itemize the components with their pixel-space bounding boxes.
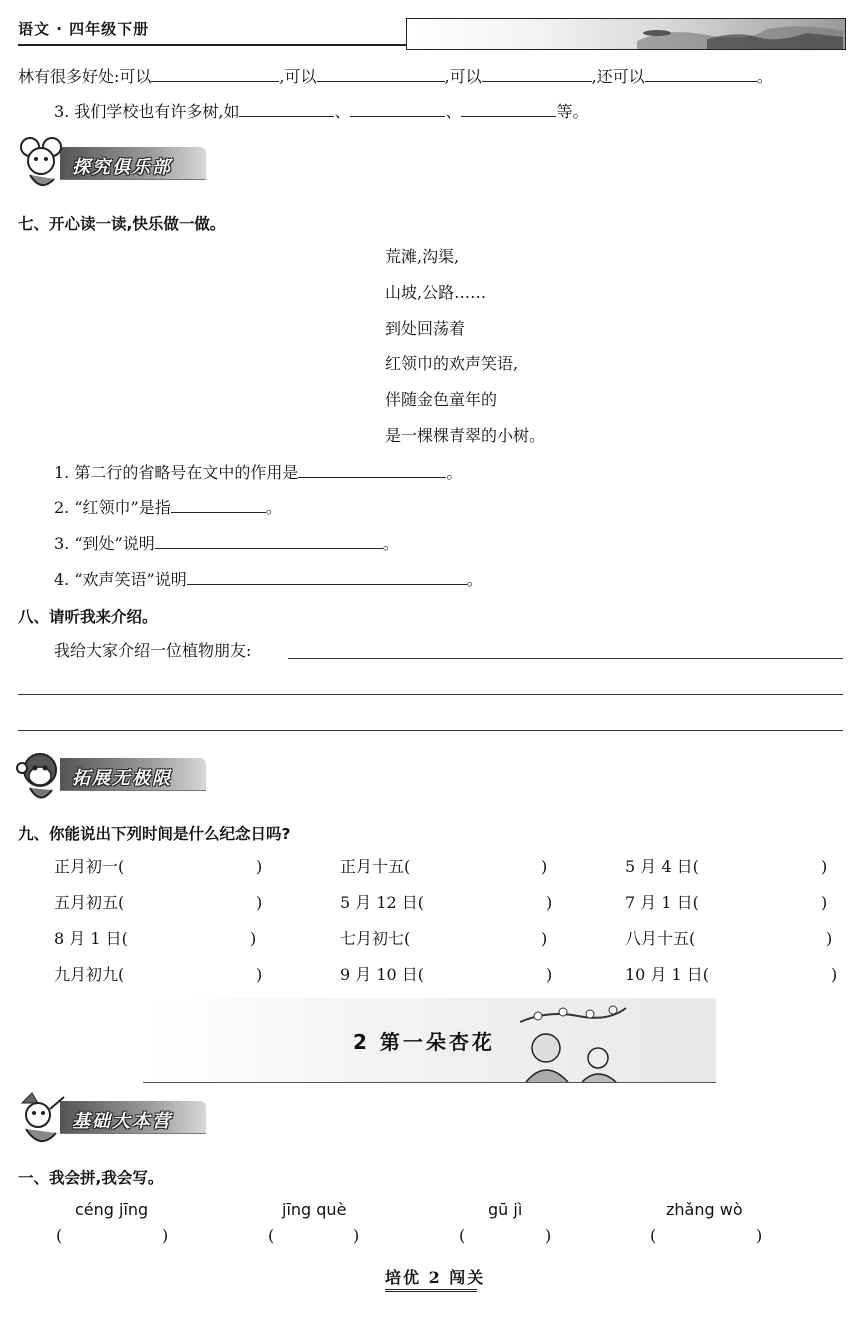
date-item: 5 月 12 日( — [340, 893, 425, 912]
date-item: 5 月 4 日( — [625, 857, 699, 876]
date-close: ) — [821, 857, 828, 876]
section-1-heading: 一、我会拼,我会写。 — [18, 1169, 164, 1187]
blank-field[interactable] — [155, 533, 383, 549]
ink-landscape-icon — [407, 19, 845, 49]
footer-rule — [385, 1289, 477, 1295]
page-footer: 培优 2 闯关 — [385, 1268, 486, 1287]
poem-line: 山坡,公路…… — [385, 283, 487, 302]
pinyin-item: céng jīng — [75, 1200, 149, 1219]
date-close: ) — [541, 929, 548, 948]
section-7-heading: 七、开心读一读,快乐做一做。 — [18, 215, 226, 233]
date-close: ) — [256, 857, 263, 876]
answer-line[interactable] — [288, 658, 843, 659]
dragon-mascot-icon — [16, 1089, 66, 1151]
answer-paren-open: ( — [650, 1226, 657, 1245]
poem-line: 是一棵棵青翠的小树。 — [385, 426, 546, 445]
date-item: 正月初一( — [54, 857, 125, 876]
answer-paren-close: ) — [162, 1226, 169, 1245]
blank-field[interactable] — [317, 66, 445, 82]
date-close: ) — [546, 965, 553, 984]
blank-field[interactable] — [171, 497, 266, 513]
question-7-2: 2. “红领巾”是指 。 — [54, 498, 282, 517]
poem-line: 到处回荡着 — [385, 319, 466, 338]
question-7-1: 1. 第二行的省略号在文中的作用是 。 — [54, 463, 463, 482]
answer-paren-close: ) — [545, 1226, 552, 1245]
question-7-3: 3. “到处”说明 。 — [54, 534, 399, 553]
date-close: ) — [256, 965, 263, 984]
poem-line: 荒滩,沟渠, — [385, 247, 460, 266]
section-9-heading: 九、你能说出下列时间是什么纪念日吗? — [18, 825, 291, 843]
date-item: 9 月 10 日( — [340, 965, 425, 984]
date-item: 8 月 1 日( — [54, 929, 128, 948]
answer-line[interactable] — [18, 694, 843, 695]
blank-field[interactable] — [482, 66, 592, 82]
badge-label: 探究俱乐部 — [72, 157, 172, 178]
date-close: ) — [826, 929, 833, 948]
question-7-4: 4. “欢声笑语”说明 。 — [54, 570, 483, 589]
blank-field[interactable] — [298, 462, 446, 478]
pinyin-item: zhǎng wò — [666, 1200, 743, 1219]
answer-paren-open: ( — [268, 1226, 275, 1245]
section-badge-explore — [16, 133, 211, 193]
date-item: 八月十五( — [625, 929, 696, 948]
apricot-branch-illustration-icon — [518, 1002, 628, 1082]
date-close: ) — [250, 929, 257, 948]
introduce-prompt: 我给大家介绍一位植物朋友: — [54, 641, 252, 660]
pinyin-item: jīng què — [282, 1200, 347, 1219]
blank-field[interactable] — [187, 569, 467, 585]
answer-paren-open: ( — [56, 1226, 63, 1245]
monkey-mascot-icon — [16, 746, 66, 806]
blank-field[interactable] — [239, 101, 334, 117]
header-rule — [18, 44, 410, 46]
fill-line-benefits: 林有很多好处:可以 ,可以 ,可以 ,还可以 。 — [18, 67, 773, 86]
blank-field[interactable] — [645, 66, 757, 82]
date-close: ) — [541, 857, 548, 876]
answer-paren-close: ) — [756, 1226, 763, 1245]
badge-label: 拓展无极限 — [72, 768, 172, 789]
question-3-trees: 3. 我们学校也有许多树,如 、 、 等。 — [54, 102, 589, 121]
chapter-title: 2 第一朵杏花 — [353, 1030, 495, 1054]
date-close: ) — [256, 893, 263, 912]
mouse-mascot-icon — [16, 135, 66, 193]
answer-paren-open: ( — [459, 1226, 466, 1245]
date-item: 正月十五( — [340, 857, 411, 876]
section-badge-basics — [16, 1087, 211, 1147]
date-close: ) — [821, 893, 828, 912]
page-header-title: 语文 · 四年级下册 — [18, 20, 150, 38]
pinyin-item: gū jì — [488, 1200, 523, 1219]
date-close: ) — [546, 893, 553, 912]
answer-paren-close: ) — [353, 1226, 360, 1245]
chapter-banner — [143, 998, 716, 1083]
header-banner-image — [406, 18, 846, 50]
poem-line: 红领巾的欢声笑语, — [385, 354, 519, 373]
section-badge-extend — [16, 744, 211, 804]
blank-field[interactable] — [151, 66, 279, 82]
blank-field[interactable] — [350, 101, 445, 117]
date-item: 五月初五( — [54, 893, 125, 912]
poem-line: 伴随金色童年的 — [385, 390, 498, 409]
date-item: 7 月 1 日( — [625, 893, 699, 912]
answer-line[interactable] — [18, 730, 843, 731]
date-item: 10 月 1 日( — [625, 965, 710, 984]
badge-label: 基础大本营 — [72, 1111, 172, 1132]
date-item: 七月初七( — [340, 929, 411, 948]
date-close: ) — [831, 965, 838, 984]
section-8-heading: 八、请听我来介绍。 — [18, 608, 158, 626]
date-item: 九月初九( — [54, 965, 125, 984]
blank-field[interactable] — [461, 101, 556, 117]
